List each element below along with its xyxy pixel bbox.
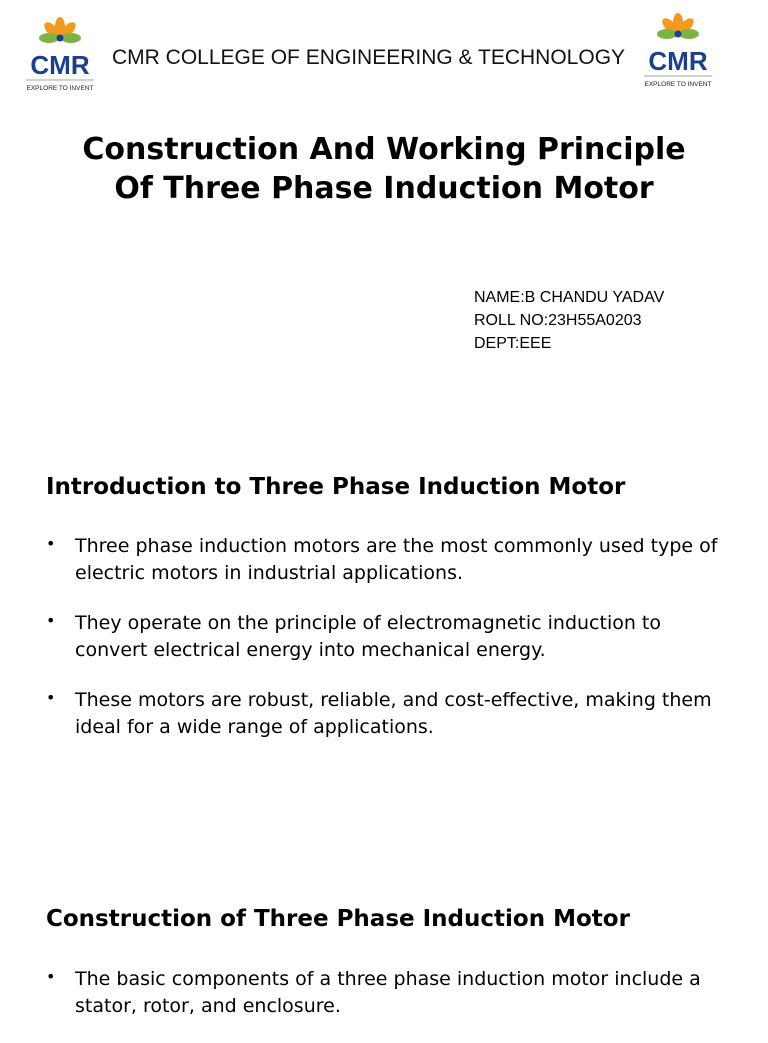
bullet-icon: • (46, 688, 56, 707)
cmr-logo-left (20, 14, 100, 94)
bullet-text: These motors are robust, reliable, and cost-effective, making them ideal for a wide range of applications. (75, 689, 712, 738)
flower-logo-icon (20, 14, 100, 94)
bullet-text: They operate on the principle of electromagnetic induction to convert electrical energy into mechanical energy. (75, 612, 662, 661)
construction-heading: Construction of Three Phase Induction Motor (46, 906, 630, 932)
presentation-title (0, 130, 768, 208)
student-name: NAME:B CHANDU YADAV (474, 289, 665, 306)
bullet-icon: • (46, 967, 56, 986)
bullet-text: Three phase induction motors are the most commonly used type of electric motors in industrial applications. (75, 535, 718, 584)
title-line-2: Of Three Phase Induction Motor (114, 171, 654, 206)
intro-bullet-list (46, 533, 736, 764)
logo-text: CMR (648, 46, 708, 76)
logo-tagline: EXPLORE TO INVENT (26, 85, 94, 92)
college-name: CMR COLLEGE OF ENGINEERING & TECHNOLOGY (112, 46, 626, 69)
student-info (474, 286, 664, 355)
cmr-logo-right (638, 10, 718, 90)
student-dept: DEPT:EEE (474, 335, 552, 352)
list-item (46, 687, 736, 741)
title-line-1: Construction And Working Principle (82, 132, 686, 167)
bullet-icon: • (46, 534, 56, 553)
list-item (46, 610, 736, 664)
title-slide (0, 0, 768, 430)
construction-bullet-list (46, 966, 736, 1043)
intro-heading: Introduction to Three Phase Induction Motor (46, 474, 626, 500)
list-item (46, 966, 736, 1020)
logo-text: CMR (30, 50, 90, 80)
bullet-text: The basic components of a three phase induction motor include a stator, rotor, and enclosure. (75, 968, 701, 1017)
bullet-icon: • (46, 611, 56, 630)
student-roll: ROLL NO:23H55A0203 (474, 312, 642, 329)
logo-tagline: EXPLORE TO INVENT (644, 81, 712, 88)
flower-logo-icon (638, 10, 718, 90)
list-item (46, 533, 736, 587)
